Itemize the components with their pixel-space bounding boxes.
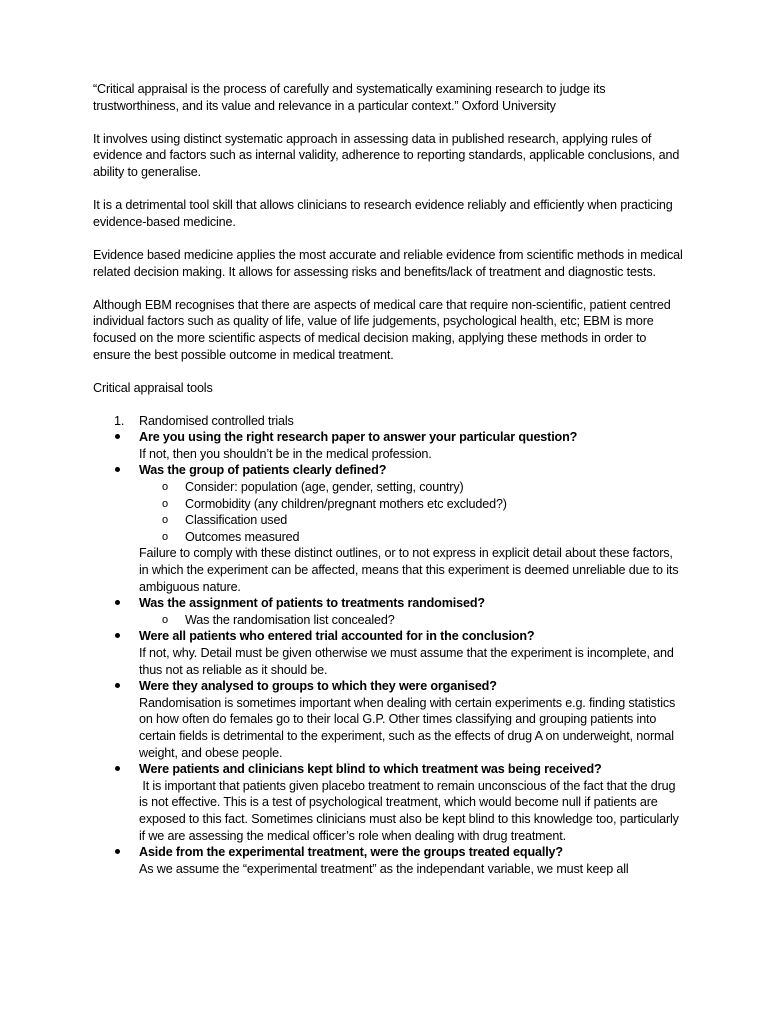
circle-bullet-icon: o <box>162 530 168 543</box>
circle-bullet-icon: o <box>162 613 168 626</box>
sub-item <box>93 529 683 546</box>
bullet-icon <box>115 628 135 645</box>
sub-item-text: Outcomes measured <box>185 529 300 544</box>
numbered-item-text: Randomised controlled trials <box>139 413 294 428</box>
sub-item <box>93 479 683 496</box>
intro-paragraph: Although EBM recognises that there are aspects of medical care that require non-scientific, patient centred individual factors such as quality of life, value of life judgements, psychological health, etc; EBM is more focused on the more scientific aspects of medical decision making, applying these methods in order to ensure the best possible outcome in medical treatment. <box>93 297 671 362</box>
question-detail: Randomisation is sometimes important when dealing with certain experiments e.g. finding statistics on how often do females go to their local G.P. Other times classifying and grouping patients into certain fields is detrimental to the experiment, such as the effects of drug A on underweight, normal weight, and obese people. <box>139 695 676 760</box>
circle-bullet-icon: o <box>162 481 168 494</box>
question-text: Was the group of patients clearly defined? <box>139 463 387 478</box>
sub-item <box>93 512 683 529</box>
bullet-icon <box>115 844 135 861</box>
question-detail: It is important that patients given placebo treatment to remain unconscious of the fact that the drug is not effective. This is a test of psychological treatment, which would become null if patients are exposed to this fact. Sometimes clinicians must also be kept blind to this knowledge too, particularly if we are assessing the medical officer’s role when dealing with drug treatment. <box>139 778 683 843</box>
bullet-icon <box>115 429 135 446</box>
question-item <box>93 462 683 479</box>
list-number: 1. <box>114 413 125 428</box>
question-text: Are you using the right research paper to answer your particular question? <box>139 430 578 445</box>
sub-item <box>93 496 683 513</box>
question-item <box>93 678 683 695</box>
question-item <box>93 844 683 861</box>
sub-item-text: Consider: population (age, gender, setting, country) <box>185 480 464 495</box>
question-detail: If not, why. Detail must be given otherwise we must assume that the experiment is incomplete, and thus not as reliable as it should be. <box>139 645 674 677</box>
sub-item-text: Cormobidity (any children/pregnant mothers etc excluded?) <box>185 496 507 511</box>
numbered-list-item <box>93 413 683 430</box>
circle-bullet-icon: o <box>162 514 168 527</box>
bullet-icon <box>115 462 135 479</box>
circle-bullet-icon: o <box>162 497 168 510</box>
sub-item-text: Was the randomisation list concealed? <box>185 612 395 627</box>
sub-item <box>93 612 683 629</box>
bullet-icon <box>115 595 135 612</box>
question-text: Was the assignment of patients to treatments randomised? <box>139 596 485 611</box>
question-detail: As we assume the “experimental treatment” as the independant variable, we must keep all <box>139 861 629 876</box>
section-heading: Critical appraisal tools <box>93 380 213 395</box>
bullet-icon <box>115 678 135 695</box>
bullet-icon <box>115 761 135 778</box>
intro-paragraph: Evidence based medicine applies the most accurate and reliable evidence from scientific methods in medical related decision making. It allows for assessing risks and benefits/lack of treatment and diagnostic tests. <box>93 247 683 279</box>
question-text: Were they analysed to groups to which they were organised? <box>139 679 497 694</box>
intro-paragraph: It is a detrimental tool skill that allows clinicians to research evidence reliably and efficiently when practicing evidence-based medicine. <box>93 198 673 229</box>
question-text: Were patients and clinicians kept blind to which treatment was being received? <box>139 762 602 777</box>
question-item <box>93 429 683 446</box>
question-detail: If not, then you shouldn’t be in the medical profession. <box>139 446 432 461</box>
intro-paragraph: It involves using distinct systematic approach in assessing data in published research, applying rules of evidence and factors such as internal validity, adherence to reporting standards, applicable conclusions, and ability to generalise. <box>93 131 680 179</box>
question-item <box>93 595 683 612</box>
question-text: Were all patients who entered trial accounted for in the conclusion? <box>139 629 535 644</box>
sub-item-text: Classification used <box>185 513 288 528</box>
document-page <box>93 81 683 877</box>
question-item <box>93 761 683 778</box>
question-text: Aside from the experimental treatment, were the groups treated equally? <box>139 845 563 860</box>
intro-paragraph: “Critical appraisal is the process of carefully and systematically examining research to judge its trustworthiness, and its value and relevance in a particular context.” Oxford University <box>93 82 606 113</box>
question-detail: Failure to comply with these distinct outlines, or to not express in explicit detail about these factors, in which the experiment can be affected, means that this experiment is deemed unreliable due to its ambiguous nature. <box>139 546 679 594</box>
question-item <box>93 628 683 645</box>
